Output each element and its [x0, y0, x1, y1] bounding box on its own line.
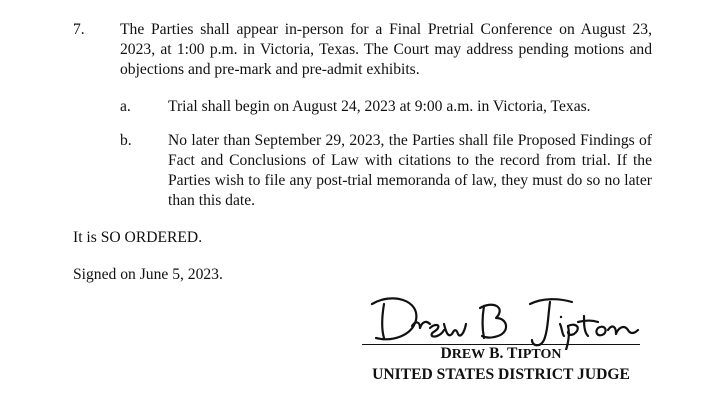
subparagraph-letter-b: b.: [120, 132, 132, 149]
subparagraph-letter-a: a.: [120, 98, 131, 115]
paragraph-number: 7.: [73, 21, 85, 38]
handwritten-signature: [362, 286, 640, 350]
signed-date-line: Signed on June 5, 2023.: [73, 266, 223, 283]
paragraph-text: The Parties shall appear in-person for a Final Pretrial Conference on August 23, 2023, at 1:00 p.m. in Victoria, Texas. The Court may address pending motions and objections and pre-mark and pre-admit exhibits.: [120, 21, 652, 78]
subparagraph-text-a: Trial shall begin on August 24, 2023 at 9:00 a.m. in Victoria, Texas.: [168, 98, 591, 115]
so-ordered-line: It is SO ORDERED.: [73, 229, 203, 246]
subparagraph-text-b: No later than September 29, 2023, the Parties shall file Proposed Findings of Fact and Conclusions of Law with citations to the record from trial. If the Parties wish to file any post-trial memoranda of law, they must do so no later than this date.: [168, 132, 652, 209]
judge-name: DREW B. TIPTON: [440, 345, 562, 362]
judge-title: UNITED STATES DISTRICT JUDGE: [372, 366, 630, 383]
